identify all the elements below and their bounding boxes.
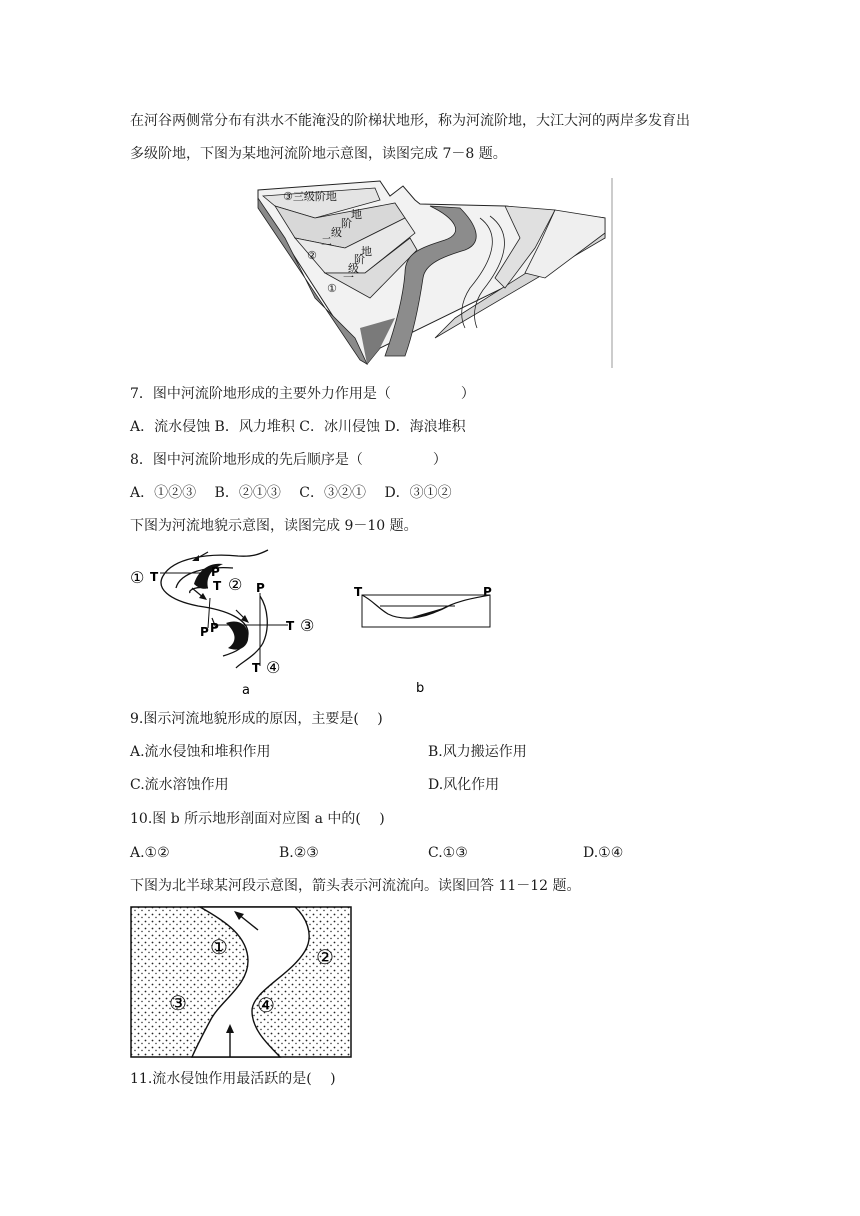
q10-stem: 10.图 b 所示地形剖面对应图 a 中的( ) (130, 811, 385, 827)
q8-stem: 8．图中河流阶地形成的先后顺序是（ ） (130, 452, 447, 468)
label-p-3: P (210, 621, 219, 635)
figure-a-caption: a (242, 683, 250, 698)
first-terrace-char-2: 级 (348, 262, 359, 275)
label-p-4: P (256, 581, 265, 595)
q9-option-a: A.流水侵蚀和堆积作用 (130, 744, 271, 760)
label-t-4: T (252, 661, 261, 675)
river-reach-diagram (130, 906, 352, 1058)
figure-b-caption: b (416, 681, 425, 696)
first-terrace-char-1: 一 (343, 271, 354, 284)
third-terrace-label: ③三级阶地 (283, 190, 337, 203)
q9-option-d: D.风化作用 (428, 777, 500, 793)
first-terrace-char-4: 地 (361, 245, 372, 258)
second-terrace-circle: ② (307, 249, 317, 262)
first-terrace-char-3: 阶 (354, 253, 365, 266)
q9-option-c: C.流水溶蚀作用 (130, 777, 229, 793)
q9-stem: 9.图示河流地貌形成的原因，主要是( ) (130, 711, 383, 727)
q10-option-a: A.①② (130, 845, 170, 861)
q10-option-b: B.②③ (279, 845, 319, 861)
label-p-1: P (211, 565, 220, 579)
q7-options: A．流水侵蚀 B．风力堆积 C．冰川侵蚀 D．海浪堆积 (130, 419, 466, 435)
label-t-1: T (150, 570, 159, 584)
river-terrace-diagram (255, 178, 615, 368)
section-p-label: P (483, 585, 492, 599)
bank-1-marker: ① (210, 935, 228, 959)
section-3-marker: ③ (300, 616, 315, 635)
q8-options: A．①②③ B．②①③ C．③②① D．③①② (130, 485, 452, 501)
second-terrace-char-4: 地 (351, 208, 362, 221)
second-terrace-char-1: 二 (321, 235, 332, 248)
second-terrace-char-2: 级 (331, 226, 342, 239)
label-t-2: T (213, 579, 222, 593)
meander-plan-diagram (128, 548, 328, 698)
bank-3-marker: ③ (169, 991, 187, 1015)
second-terrace-char-3: 阶 (341, 217, 352, 230)
intro-line-2: 多级阶地，下图为某地河流阶地示意图，读图完成 7－8 题。 (130, 146, 507, 162)
section-2-marker: ② (228, 575, 243, 594)
bank-2-marker: ② (316, 945, 334, 969)
cross-section-diagram (350, 580, 500, 698)
section-1-marker: ① (130, 568, 145, 587)
first-terrace-circle: ① (327, 282, 337, 295)
q10-option-d: D.①④ (583, 845, 624, 861)
label-p-2: P (200, 625, 209, 639)
section-t-label: T (354, 585, 363, 599)
bank-4-marker: ④ (257, 993, 275, 1017)
section-4-marker: ④ (266, 658, 281, 677)
q10-option-c: C.①③ (428, 845, 468, 861)
q9-option-b: B.风力搬运作用 (428, 744, 527, 760)
q7-stem: 7．图中河流阶地形成的主要外力作用是（ ） (130, 386, 475, 402)
label-t-3: T (286, 619, 295, 633)
intro-11-12: 下图为北半球某河段示意图，箭头表示河流流向。读图回答 11－12 题。 (130, 878, 581, 894)
intro-9-10: 下图为河流地貌示意图，读图完成 9－10 题。 (130, 518, 418, 534)
intro-line-1: 在河谷两侧常分布有洪水不能淹没的阶梯状地形，称为河流阶地，大江大河的两岸多发育出 (130, 113, 690, 129)
q11-stem: 11.流水侵蚀作用最活跃的是( ) (130, 1071, 336, 1087)
